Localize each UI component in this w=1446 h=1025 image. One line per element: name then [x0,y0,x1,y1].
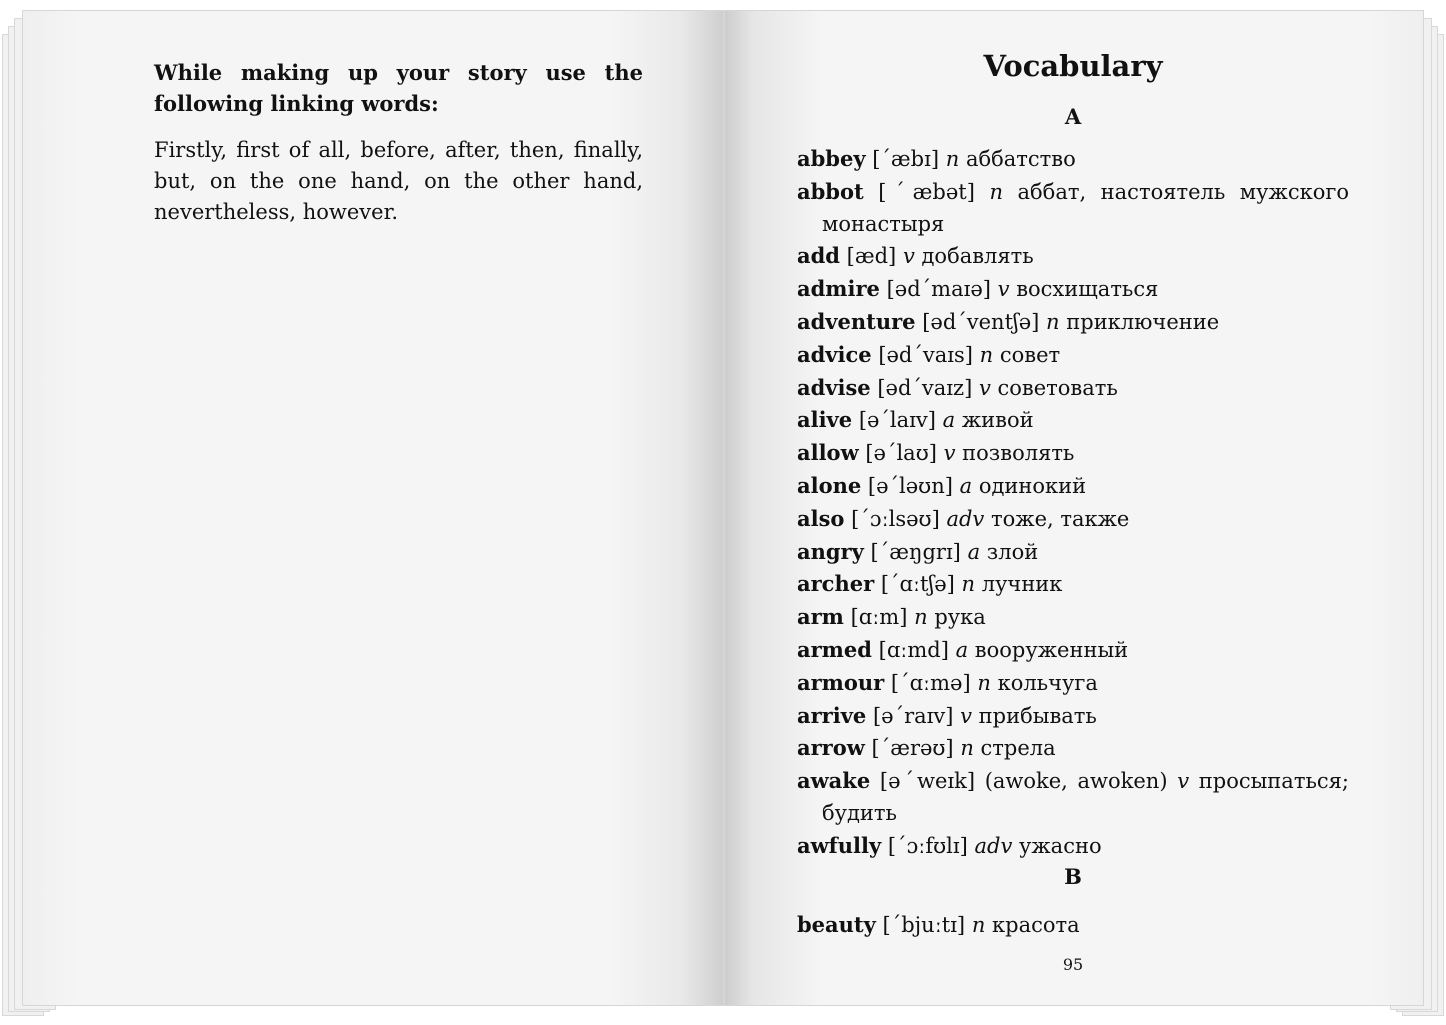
entry-translation: тоже, также [990,506,1130,531]
vocabulary-entry [797,176,1349,241]
entry-pronunciation: [ˊɔːlsəʊ] [851,506,940,531]
entry-word: awfully [797,832,882,858]
entry-part-of-speech: n [979,342,994,367]
entry-pronunciation: [ˊæbɪ] [872,147,940,171]
entry-pronunciation: [ˊɑːmə] [890,670,971,695]
entry-part-of-speech: a [959,473,973,498]
entry-pronunciation: [æd] [846,244,897,269]
entry-pronunciation: [ˊɑːtʃə] [880,572,955,597]
vocabulary-title: Vocabulary [983,49,1163,83]
vocabulary-entry [797,732,1349,765]
entry-translation: красота [992,913,1080,937]
vocabulary-entry [797,601,1349,634]
entry-translation: одинокий [978,473,1087,498]
entry-translation: ужасно [1019,833,1102,858]
vocabulary-entry [797,339,1349,372]
entry-pronunciation: [ədˊvaɪs] [878,342,973,367]
entry-translation: стрела [980,736,1056,761]
entry-part-of-speech: n [945,147,960,171]
vocabulary-list-a [797,143,1349,863]
entry-part-of-speech: n [1046,309,1060,334]
entry-word: archer [797,571,875,597]
entry-part-of-speech: n [914,605,928,630]
entry-part-of-speech: a [967,539,981,564]
right-page [724,10,1424,1006]
entry-translation: лучник [981,572,1063,597]
entry-translation: совет [999,342,1061,367]
entry-translation: кольчуга [997,670,1098,695]
entry-word: alive [797,407,853,433]
entry-word: arrive [797,702,867,728]
entry-pronunciation: [ˊɔːfʊlɪ] [887,833,968,858]
entry-translation: аббатство [965,147,1076,171]
entry-part-of-speech: v [978,375,991,400]
page-number: 95 [1062,955,1084,974]
entry-part-of-speech: v [997,277,1010,302]
entry-pronunciation: [ədˊmaɪə] [886,277,991,302]
vocabulary-entry [797,240,1349,273]
vocabulary-entry [797,568,1349,601]
vocabulary-entry [797,273,1349,306]
entry-word: arrow [797,735,865,761]
entry-word: also [797,505,845,531]
entry-translation: рука [934,605,986,630]
section-letter-b: B [1064,864,1082,889]
vocabulary-entry [797,470,1349,503]
entry-translation: просыпаться; будить [822,769,1349,825]
entry-pronunciation: [əˊlaʊ] [865,441,937,466]
entry-translation: советовать [997,375,1118,400]
entry-pronunciation: [ədˊventʃə] [922,309,1040,334]
entry-pronunciation: [əˊlaɪv] [858,408,936,433]
entry-word: abbey [797,146,866,171]
entry-word: angry [797,538,864,564]
entry-part-of-speech: v [902,244,915,269]
entry-part-of-speech: n [971,913,986,937]
entry-word: admire [797,276,880,302]
entry-pronunciation: [ˊbjuːtɪ] [882,913,966,937]
entry-pronunciation: [əˊraɪv] [872,703,954,728]
entry-pronunciation: [ɑːmd] [878,637,949,662]
entry-word: add [797,243,840,269]
entry-translation: аббат, настоятель мужского монастыря [822,179,1349,236]
entry-word: adventure [797,308,916,334]
entry-translation: добавлять [921,244,1034,269]
entry-pronunciation: [əˊweɪk] [879,769,976,794]
vocabulary-entry [797,700,1349,733]
entry-translation: прибывать [978,703,1097,728]
entry-word: allow [797,440,859,466]
vocabulary-entry [797,306,1349,339]
entry-part-of-speech: n [989,179,1003,204]
entry-pronunciation: [ˊæbət] [878,179,975,204]
entry-part-of-speech: v [943,441,956,466]
entry-word: arm [797,604,844,630]
entry-part-of-speech: n [961,572,976,597]
entry-part-of-speech: adv [974,833,1013,858]
vocabulary-entry [797,437,1349,470]
vocabulary-entry [797,404,1349,437]
entry-word: armour [797,669,885,695]
entry-part-of-speech: n [960,736,974,761]
entry-word: beauty [797,912,876,937]
entry-word: armed [797,636,872,662]
entry-word: abbot [797,178,864,204]
entry-word: awake [797,768,871,794]
vocabulary-entry [797,143,1349,176]
entry-translation: позволять [962,441,1075,466]
entry-pronunciation: [ədˊvaɪz] [877,375,973,400]
entry-part-of-speech: a [955,637,969,662]
entry-pronunciation: [ˊærəʊ] [871,736,954,761]
vocabulary-list-b [797,909,1349,942]
left-page-content [154,57,643,228]
entry-word: advice [797,341,872,367]
entry-pronunciation: [ɑːm] [850,605,908,630]
section-letter-a: A [1064,104,1082,129]
vocabulary-entry [797,503,1349,536]
vocabulary-entry [797,765,1349,830]
entry-part-of-speech: a [942,408,956,433]
entry-translation: приключение [1066,309,1220,334]
linking-words-text: Firstly, first of all, before, after, then, finally, but, on the one hand, on the other hand, nevertheless, however. [154,138,643,224]
left-page [22,10,724,1006]
entry-pronunciation: [ˊæŋgrɪ] [870,539,961,564]
vocabulary-entry [797,634,1349,667]
vocabulary-entry [797,372,1349,405]
instruction-text: While making up your story use the following linking words: [154,60,643,116]
vocabulary-entry [797,667,1349,700]
entry-pronunciation: [əˊləʊn] [867,473,953,498]
vocabulary-entry [797,536,1349,569]
vocabulary-entry [797,830,1349,863]
entry-part-of-speech: n [977,670,991,695]
entry-part-of-speech: v [960,703,972,728]
entry-translation: восхищаться [1016,277,1159,302]
entry-forms: (awoke, awoken) [984,769,1168,794]
entry-translation: вооруженный [974,637,1129,662]
vocabulary-entry [797,909,1349,942]
entry-part-of-speech: v [1177,769,1190,794]
entry-word: alone [797,472,862,498]
entry-translation: живой [961,408,1034,433]
entry-part-of-speech: adv [946,506,985,531]
entry-word: advise [797,374,871,400]
entry-translation: злой [986,539,1039,564]
